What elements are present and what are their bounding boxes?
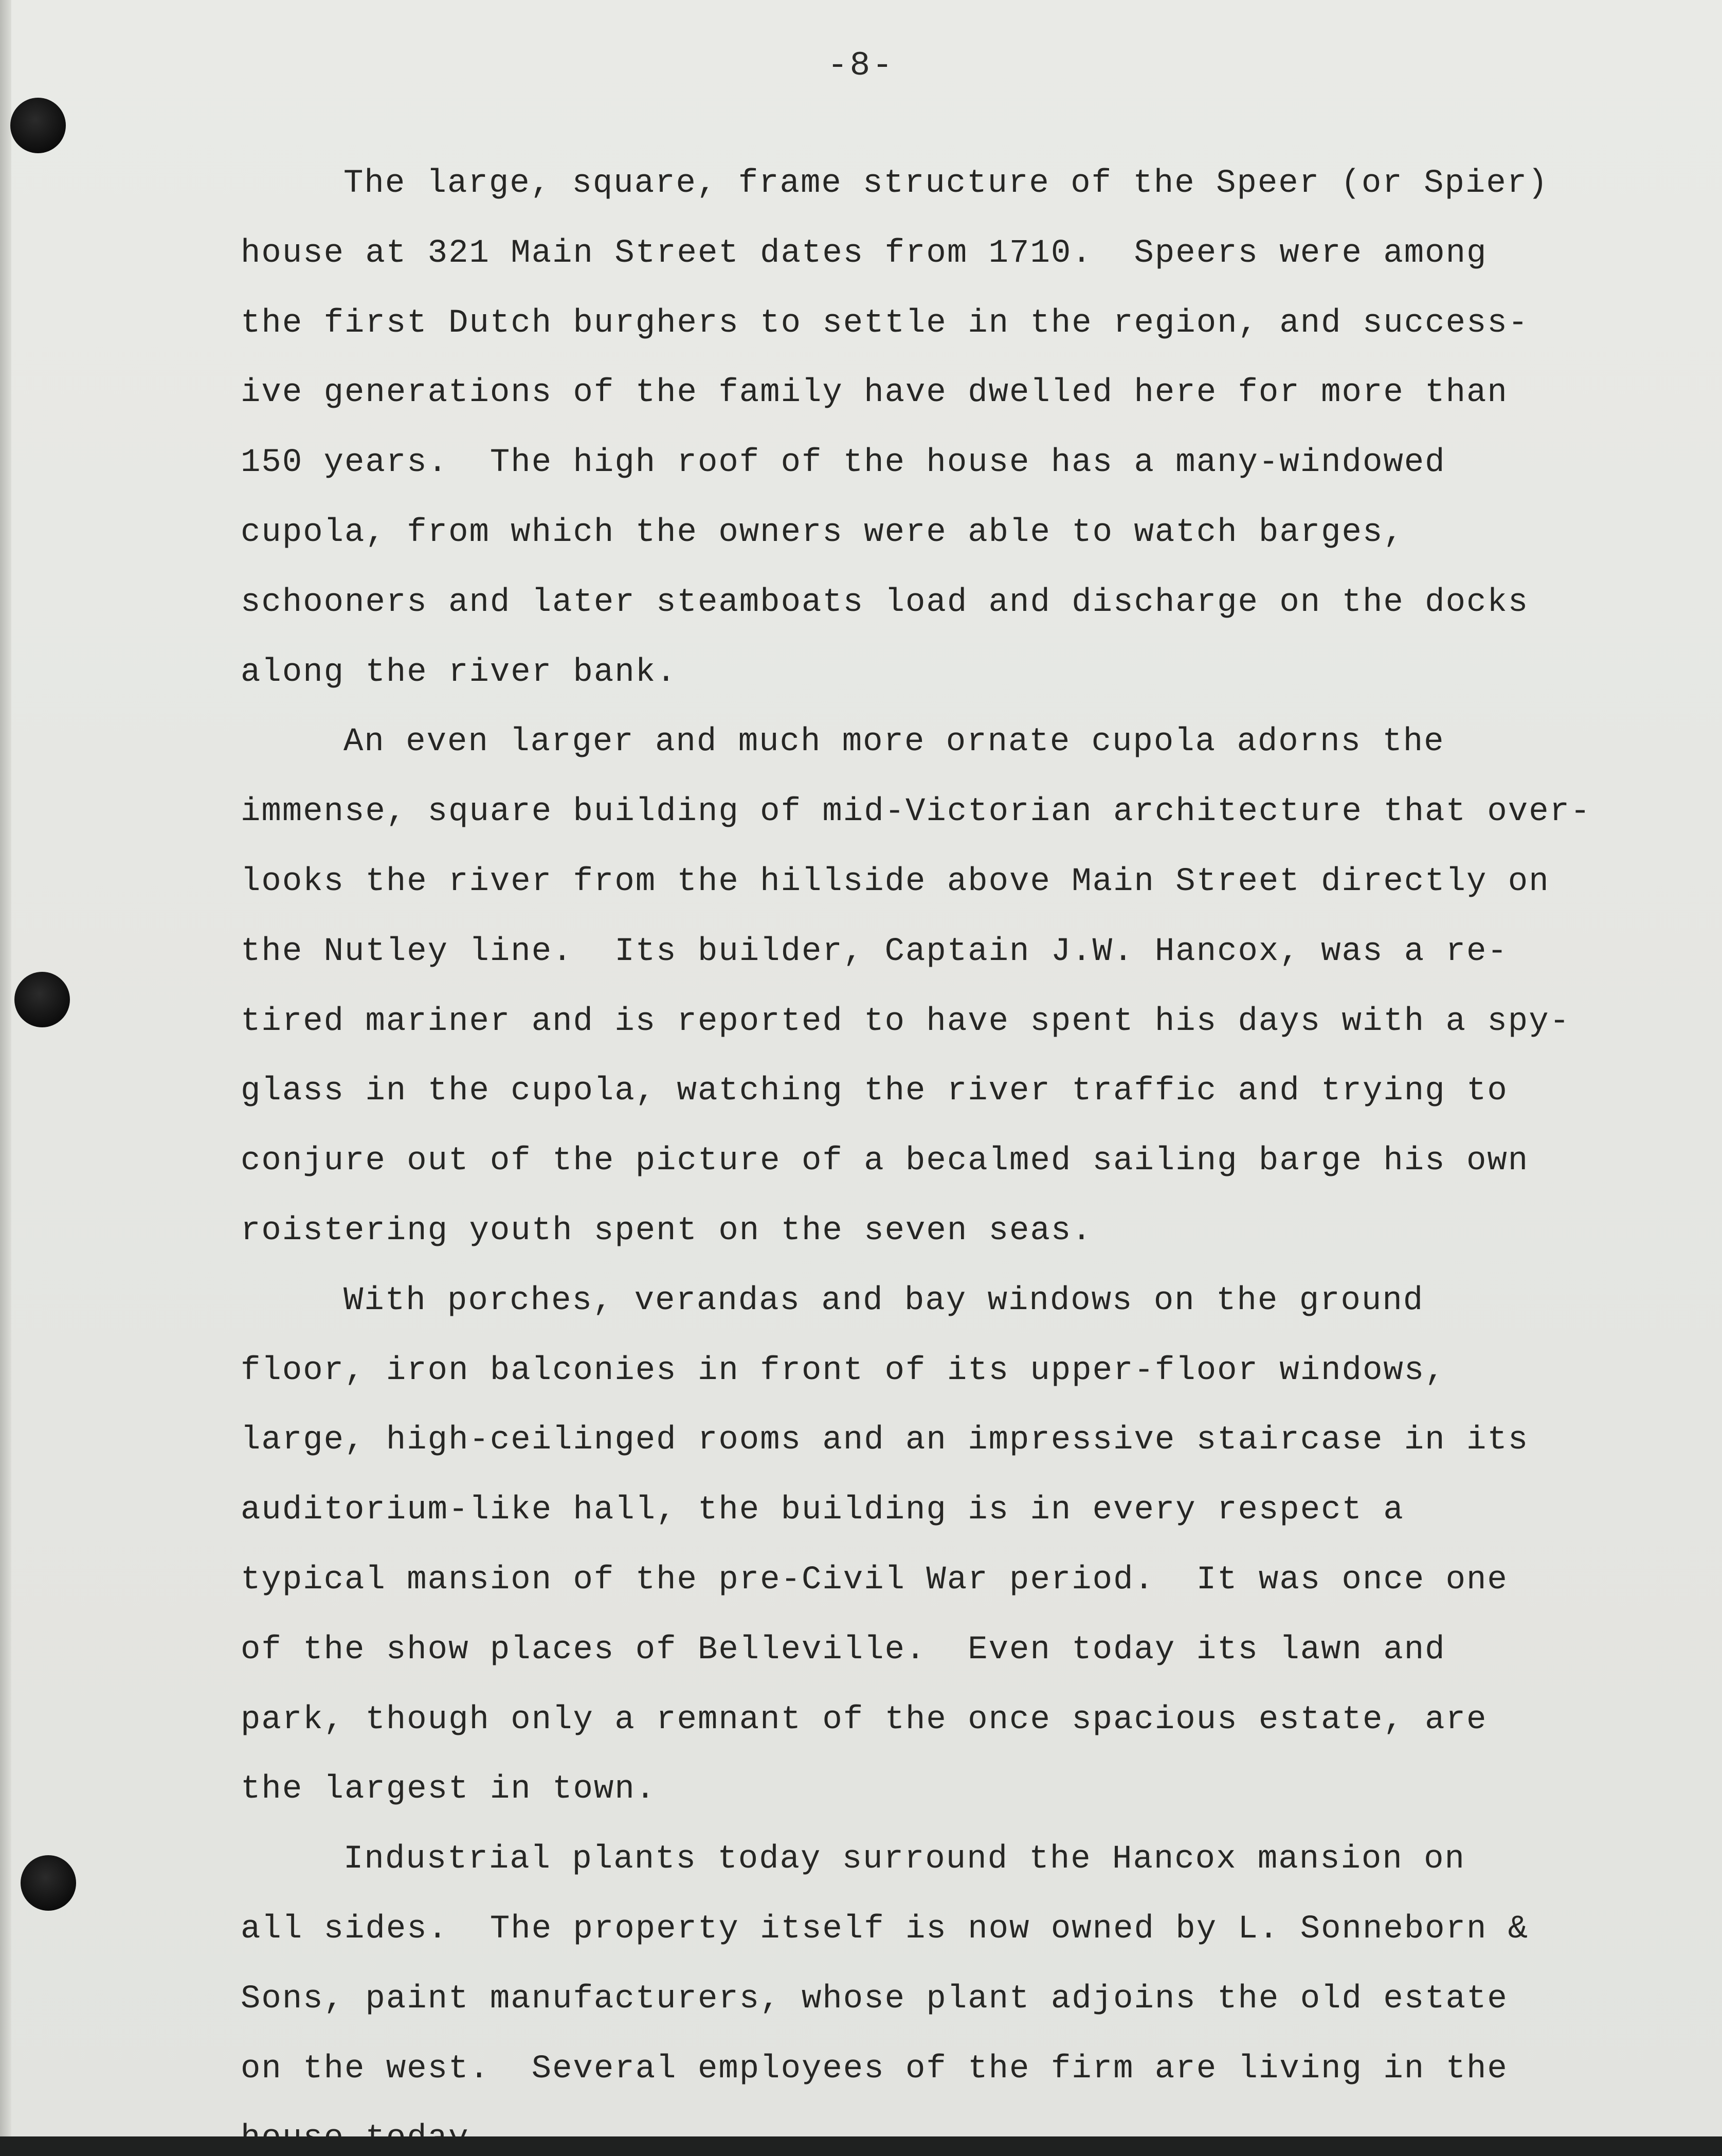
paragraph <box>241 708 1660 1266</box>
page-number: -8- <box>827 46 895 85</box>
text-line: along the river bank. <box>241 654 677 691</box>
text-line: floor, iron balconies in front of its upper-floor windows, <box>241 1352 1446 1389</box>
paper-left-edge <box>0 0 11 2156</box>
text-line: cupola, from which the owners were able to watch barges, <box>241 514 1404 551</box>
text-line: the largest in town. <box>241 1771 657 1808</box>
text-line: The large, square, frame structure of the Speer (or Spier) <box>343 165 1549 202</box>
text-line: typical mansion of the pre-Civil War period. It was once one <box>241 1561 1508 1599</box>
text-line: glass in the cupola, watching the river traffic and trying to <box>241 1073 1508 1110</box>
text-line: schooners and later steamboats load and discharge on the docks <box>241 584 1529 621</box>
text-line: park, though only a remnant of the once spacious estate, are <box>241 1701 1488 1738</box>
text-line: house at 321 Main Street dates from 1710. Speers were among <box>241 234 1488 272</box>
binder-punch-hole <box>10 98 66 153</box>
text-line: conjure out of the picture of a becalmed sailing barge his own <box>241 1143 1529 1180</box>
text-line: With porches, verandas and bay windows on the ground <box>343 1282 1424 1319</box>
binder-punch-hole <box>21 1855 76 1911</box>
paragraph <box>241 149 1660 708</box>
scan-bottom-border <box>0 2136 1722 2156</box>
text-line: large, high-ceilinged rooms and an impressive staircase in its <box>241 1422 1529 1459</box>
text-line: tired mariner and is reported to have spent his days with a spy- <box>241 1003 1570 1040</box>
paragraph <box>241 1825 1660 2156</box>
text-line: ive generations of the family have dwelled here for more than <box>241 374 1508 412</box>
text-line: on the west. Several employees of the firm are living in the <box>241 2050 1508 2088</box>
text-line: the Nutley line. Its builder, Captain J.W. Hancox, was a re- <box>241 933 1508 970</box>
text-line: Industrial plants today surround the Hancox mansion on <box>343 1841 1465 1878</box>
paragraph <box>241 1266 1660 1825</box>
text-line: 150 years. The high roof of the house has a many-windowed <box>241 444 1446 482</box>
text-line: auditorium-like hall, the building is in every respect a <box>241 1492 1404 1529</box>
text-line: all sides. The property itself is now owned by L. Sonneborn & <box>241 1910 1529 1948</box>
body-text <box>241 149 1660 2156</box>
binder-punch-hole <box>14 972 70 1027</box>
text-line: immense, square building of mid-Victorian architecture that over- <box>241 793 1591 831</box>
text-line: Sons, paint manufacturers, whose plant adjoins the old estate <box>241 1980 1508 2018</box>
text-line: An even larger and much more ornate cupola adorns the <box>343 723 1445 761</box>
text-line: the first Dutch burghers to settle in the region, and success- <box>241 304 1529 342</box>
text-line: looks the river from the hillside above Main Street directly on <box>241 863 1550 900</box>
text-line: roistering youth spent on the seven seas. <box>241 1212 1093 1249</box>
text-line: of the show places of Belleville. Even today its lawn and <box>241 1631 1446 1669</box>
